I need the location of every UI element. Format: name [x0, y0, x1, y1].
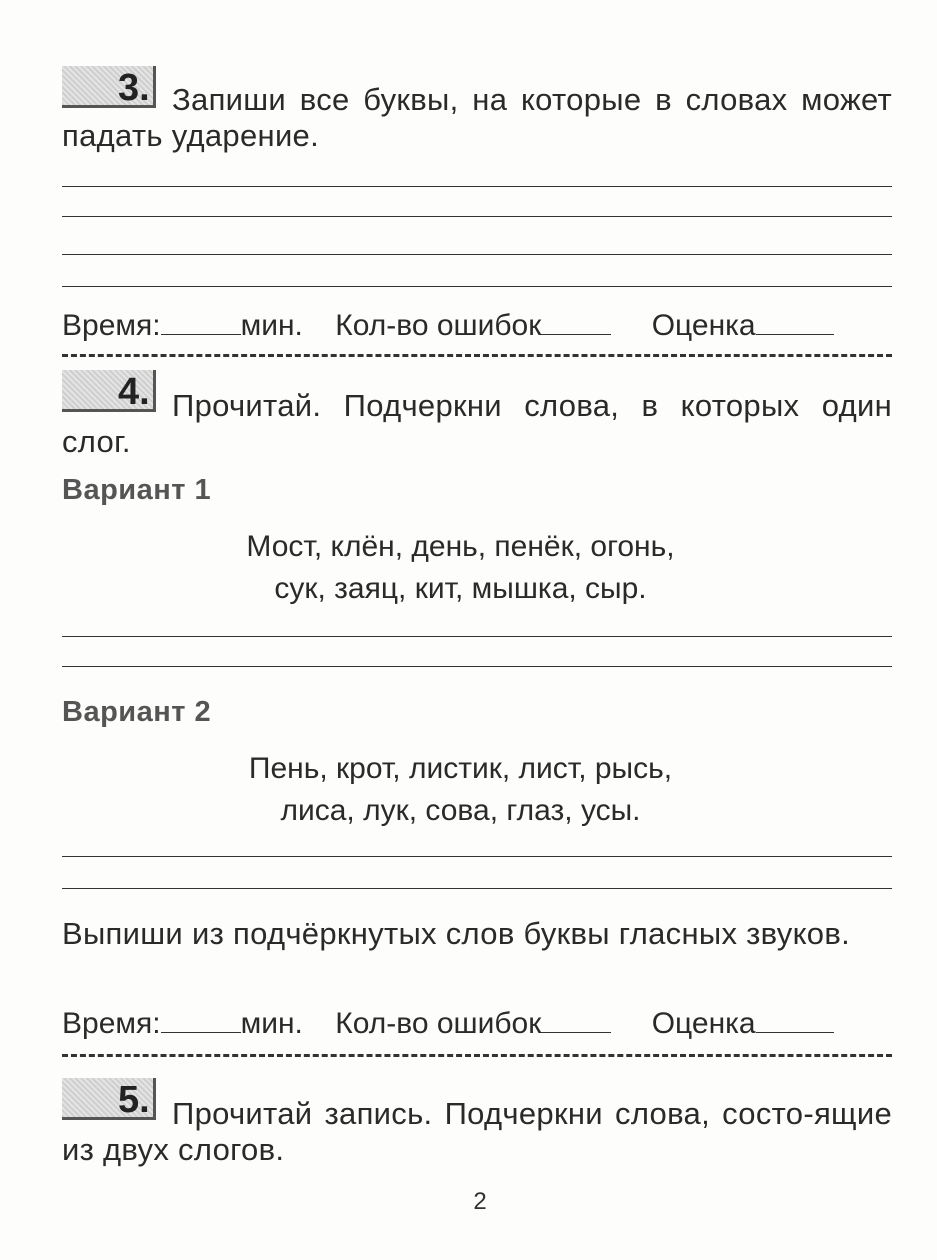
task-3-instruction [62, 82, 892, 154]
answer-line[interactable] [62, 636, 892, 637]
variant-2-label: Вариант 2 [62, 696, 212, 728]
variant-1-label: Вариант 1 [62, 474, 212, 506]
variant-1-words-line-2: сук, заяц, кит, мышка, сыр. [274, 572, 647, 605]
errors-blank[interactable] [541, 1006, 611, 1033]
task-5-instruction [62, 1096, 892, 1168]
grade-label: Оценка [651, 309, 756, 342]
answer-line[interactable] [62, 888, 892, 889]
task-4-instruction [62, 388, 892, 460]
variant-2-words-line-2: лиса, лук, сова, глаз, усы. [280, 794, 641, 827]
errors-label: Кол-во ошибок [335, 1007, 542, 1040]
errors-blank[interactable] [541, 308, 611, 335]
variant-1-words-line-1: Мост, клён, день, пенёк, огонь, [246, 530, 675, 563]
grade-blank[interactable] [756, 308, 834, 335]
time-blank[interactable] [161, 1006, 241, 1033]
time-label: Время: [62, 1007, 161, 1040]
errors-label: Кол-во ошибок [335, 309, 542, 342]
task-4-subinstruction-text: Выпиши из подчёркнутых слов буквы гласных звуков. [62, 916, 851, 951]
task-4-text: Прочитай. Подчеркни слова, в которых один слог. [62, 388, 892, 459]
time-blank[interactable] [161, 308, 241, 335]
task-3-number: 3. [118, 67, 150, 109]
variant-2-words-line-1: Пень, крот, листик, лист, рысь, [248, 752, 673, 785]
task-5-text: Прочитай запись. Подчеркни слова, состо-ящие из двух слогов. [62, 1096, 892, 1167]
answer-line[interactable] [62, 254, 892, 255]
answer-line[interactable] [62, 186, 892, 187]
task-3-text: Запиши все буквы, на которые в словах может падать ударение. [62, 82, 892, 153]
section-divider [62, 354, 892, 357]
minutes-label: мин. [240, 309, 303, 342]
answer-line[interactable] [62, 856, 892, 857]
task-4-evaluation-row [62, 1006, 892, 1042]
answer-line[interactable] [62, 286, 892, 287]
task-3-evaluation-row [62, 308, 892, 344]
task-5-number: 5. [118, 1079, 150, 1121]
answer-line[interactable] [62, 216, 892, 217]
time-label: Время: [62, 309, 161, 342]
minutes-label: мин. [240, 1007, 303, 1040]
page-number: 2 [473, 1188, 487, 1215]
section-divider [62, 1054, 892, 1057]
task-4-subinstruction [62, 916, 892, 952]
grade-blank[interactable] [756, 1006, 834, 1033]
grade-label: Оценка [651, 1007, 756, 1040]
answer-line[interactable] [62, 666, 892, 667]
task-4-number: 4. [118, 371, 150, 413]
